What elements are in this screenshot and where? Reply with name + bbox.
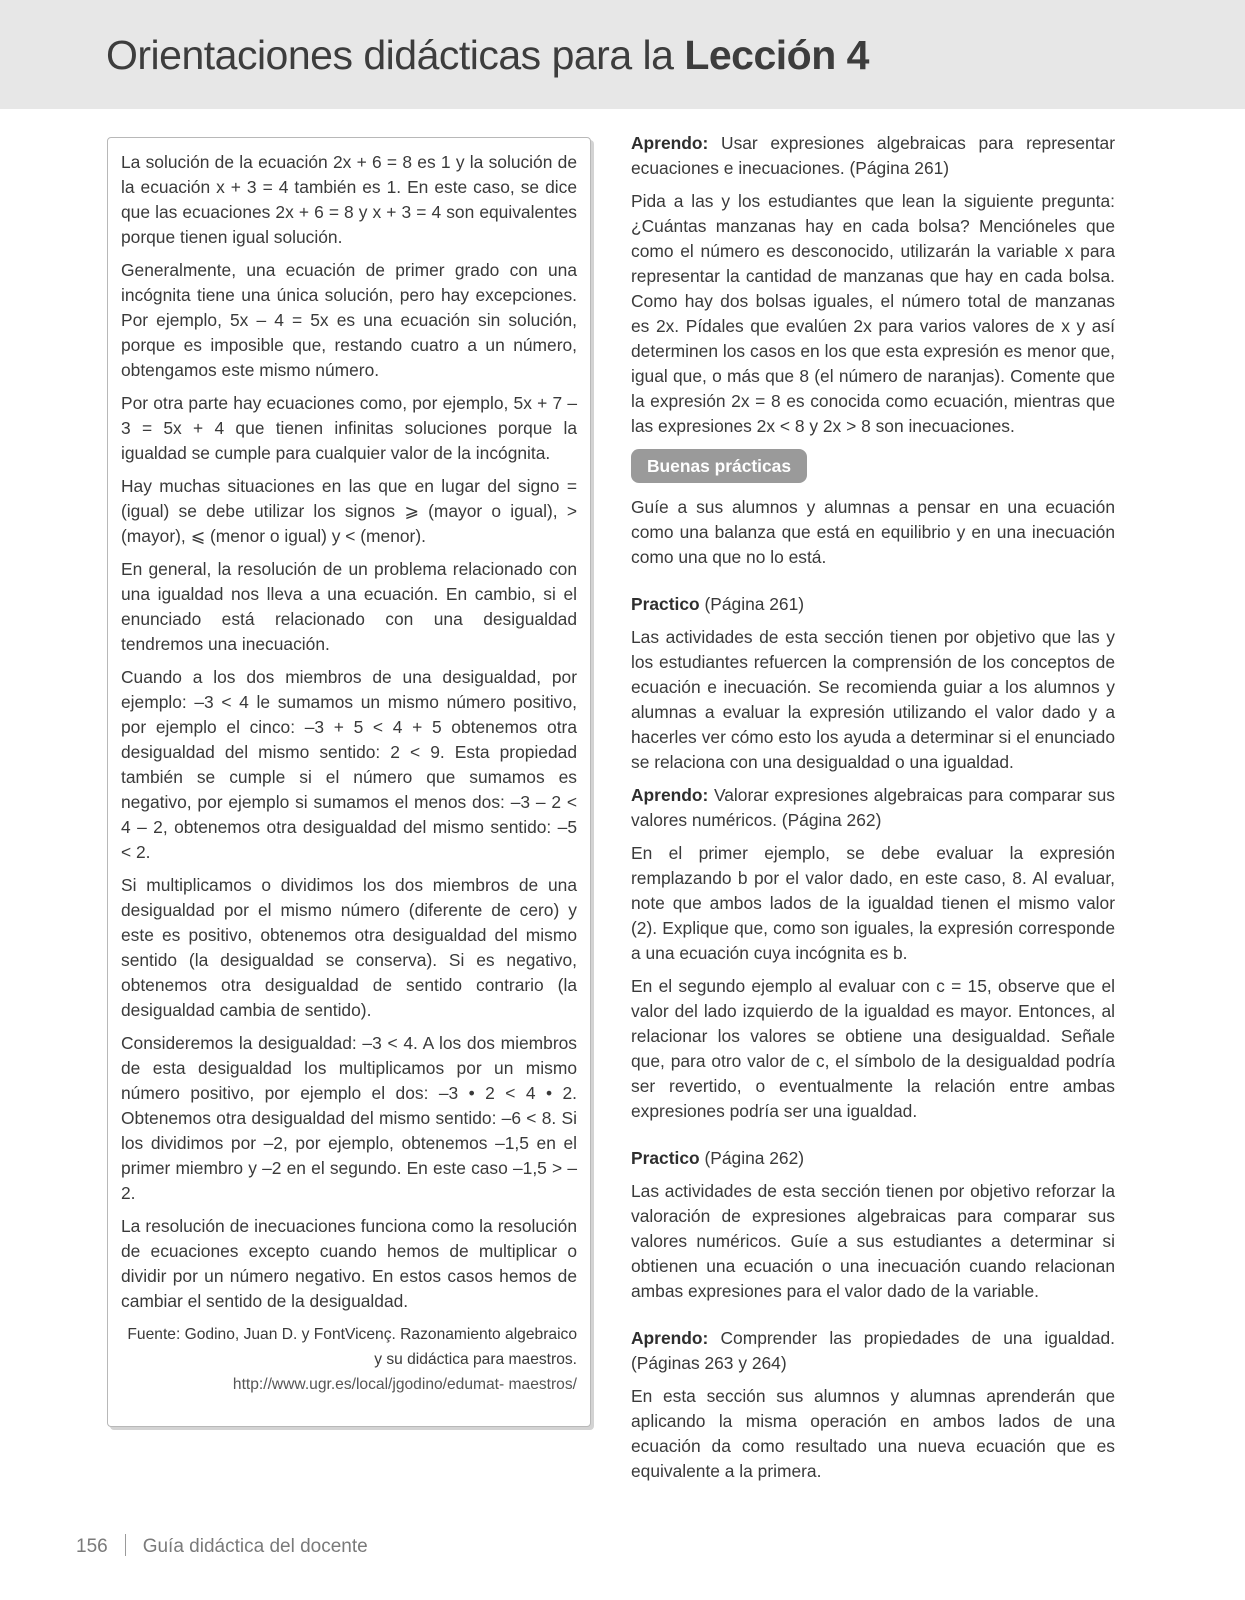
aprendo-heading-3 — [631, 1326, 1115, 1376]
aprendo-heading-1 — [631, 131, 1115, 181]
page-header — [0, 0, 1245, 109]
box-paragraph: Consideremos la desigualdad: –3 < 4. A los dos miembros de esta desigualdad los multiplicamos por un mismo número positivo, por ejemplo el dos: –3 • 2 < 4 • 2. Obtenemos otra desigualdad del mismo sentido: –6 < 8. Si los dividimos por –2, por ejemplo, obtenemos –1,5 en el primer miembro y –2 en el segundo. En este caso –1,5 > –2. — [121, 1033, 577, 1203]
practico-page: (Página 262) — [699, 1148, 805, 1168]
theory-box — [107, 137, 591, 1427]
aprendo-text: Usar expresiones algebraicas para representar ecuaciones e inecuaciones. (Página 261) — [631, 133, 1115, 178]
right-column — [631, 131, 1115, 1492]
box-paragraph: Cuando a los dos miembros de una desigualdad, por ejemplo: –3 < 4 le sumamos un mismo número positivo, por ejemplo el cinco: –3 + 5 < 4 + 5 obtenemos otra desigualdad del mismo sentido: 2 < 9. Esta propiedad también se cumple si el número que sumamos es negativo, por ejemplo si sumamos el menos dos: –3 – 2 < 4 – 2, obtenemos otra desigualdad del mismo sentido: –5 < 2. — [121, 667, 577, 862]
box-paragraph: Si multiplicamos o dividimos los dos miembros de una desigualdad por el mismo número (diferente de cero) y este es positivo, obtenemos otra desigualdad del mismo sentido (la desigualdad se conserva). Si es negativo, obtenemos otra desigualdad de sentido contrario (la desigualdad cambia de sentido). — [121, 875, 577, 1020]
footer-label: Guía didáctica del docente — [142, 1536, 368, 1557]
box-paragraph: Por otra parte hay ecuaciones como, por ejemplo, 5x + 7 – 3 = 5x + 4 que tienen infinitas soluciones porque la igualdad se cumple para cualquier valor de la incógnita. — [121, 393, 577, 463]
aprendo-text: Comprender las propiedades de una igualdad. (Páginas 263 y 264) — [631, 1328, 1115, 1373]
aprendo-body-1: Pida a las y los estudiantes que lean la siguiente pregunta: ¿Cuántas manzanas hay en cada bolsa? Mencióneles que como el número es desconocido, utilizarán la variable x para representar la cantidad de manzanas que hay en cada bolsa. Como hay dos bolsas iguales, el número total de manzanas es 2x. Pídales que evalúen 2x para varios valores de x y así determinen los casos en los que esta expresión es menor que, igual que, o más que 8 (el número de naranjas). Comente que la expresión 2x = 8 es conocida como ecuación, mientras que las expresiones 2x < 8 y 2x > 8 son inecuaciones. — [631, 191, 1115, 436]
aprendo-body-2b: En el segundo ejemplo al evaluar con c = 15, observe que el valor del lado izquierdo de la igualdad es mayor. Entonces, al relacionar los valores se obtiene una desigualdad. Señale que, para otro valor de c, el símbolo de la desigualdad podría ser revertido, o eventualmente la relación entre ambas expresiones podría ser una igualdad. — [631, 976, 1115, 1121]
aprendo-body-2a: En el primer ejemplo, se debe evaluar la expresión remplazando b por el valor dado, en este caso, 8. Al evaluar, note que ambos lados de la igualdad tienen el mismo valor (2). Explique que, como son iguales, la expresión corresponde a una ecuación cuya incógnita es b. — [631, 843, 1115, 963]
aprendo-label: Aprendo: — [631, 1328, 709, 1348]
practico-label: Practico — [631, 1148, 700, 1168]
practico-heading-1 — [631, 592, 1115, 617]
footer-divider — [125, 1534, 126, 1556]
box-paragraph: En general, la resolución de un problema relacionado con una igualdad nos lleva a una ecuación. En cambio, si el enunciado está relacionado con una desigualdad tendremos una inecuación. — [121, 559, 577, 654]
aprendo-text: Valorar expresiones algebraicas para comparar sus valores numéricos. (Página 262) — [631, 785, 1115, 830]
title-prefix: Orientaciones didácticas para la — [106, 32, 685, 78]
practico-page: (Página 261) — [699, 594, 805, 614]
page-title — [106, 32, 869, 79]
aprendo-heading-2 — [631, 783, 1115, 833]
box-source-url[interactable]: http://www.ugr.es/local/jgodino/edumat- maestros/ — [232, 1376, 577, 1393]
practico-heading-2 — [631, 1146, 1115, 1171]
buenas-practicas-badge: Buenas prácticas — [631, 449, 807, 483]
box-paragraph: La resolución de inecuaciones funciona como la resolución de ecuaciones excepto cuando hemos de multiplicar o dividir por un número negativo. En estos casos hemos de cambiar el sentido de la desigualdad. — [121, 1216, 577, 1311]
aprendo-label: Aprendo: — [631, 133, 709, 153]
box-paragraph: La solución de la ecuación 2x + 6 = 8 es 1 y la solución de la ecuación x + 3 = 4 también es 1. En este caso, se dice que las ecuaciones 2x + 6 = 8 y x + 3 = 4 son equivalentes porque tienen igual solución. — [121, 152, 577, 247]
page-number: 156 — [76, 1536, 108, 1557]
buenas-practicas-body: Guíe a sus alumnos y alumnas a pensar en una ecuación como una balanza que está en equilibrio y en una inecuación como una que no lo está. — [631, 497, 1115, 567]
box-source: Fuente: Godino, Juan D. y FontVicenç. Razonamiento algebraico y su didáctica para maestros. — [127, 1326, 577, 1368]
aprendo-body-3: En esta sección sus alumnos y alumnas aprenderán que aplicando la misma operación en ambos lados de una ecuación da como resultado una nueva ecuación que es equivalente a la primera. — [631, 1386, 1115, 1481]
practico-body-2: Las actividades de esta sección tienen por objetivo reforzar la valoración de expresiones algebraicas para comparar sus valores numéricos. Guíe a sus estudiantes a determinar si obtienen una ecuación o una inecuación cuando relacionan ambas expresiones para el valor dado de la variable. — [631, 1181, 1115, 1301]
box-paragraph: Hay muchas situaciones en las que en lugar del signo = (igual) se debe utilizar los signos ⩾ (mayor o igual), > (mayor), ⩽ (menor o igual) y < (menor). — [121, 476, 577, 546]
practico-body-1: Las actividades de esta sección tienen por objetivo que las y los estudiantes refuercen la comprensión de los conceptos de ecuación e inecuación. Se recomienda guiar a los alumnos y alumnas a evaluar la expresión utilizando el valor dado y a hacerles ver cómo esto los ayuda a determinar si el enunciado se relaciona con una desigualdad o una igualdad. — [631, 627, 1115, 772]
title-lesson: Lección 4 — [684, 32, 869, 78]
aprendo-label: Aprendo: — [631, 785, 709, 805]
practico-label: Practico — [631, 594, 700, 614]
box-paragraph: Generalmente, una ecuación de primer grado con una incógnita tiene una única solución, pero hay excepciones. Por ejemplo, 5x – 4 = 5x es una ecuación sin solución, porque es imposible que, restando cuatro a un número, obtengamos este mismo número. — [121, 260, 577, 380]
page-footer — [76, 1534, 368, 1558]
